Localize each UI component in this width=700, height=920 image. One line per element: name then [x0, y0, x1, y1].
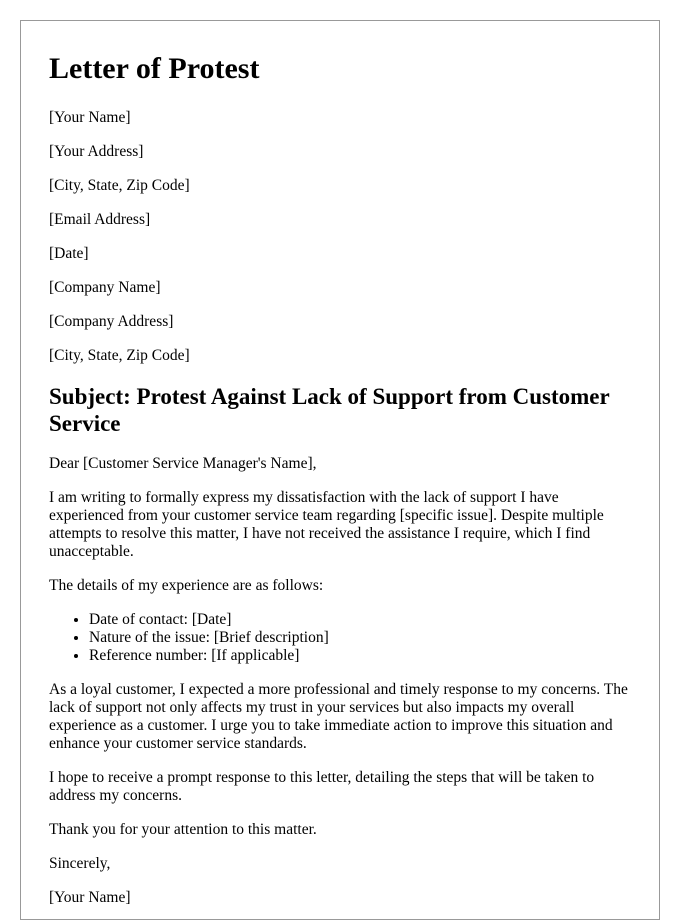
letter-page [20, 20, 660, 920]
sender-name: [Your Name] [49, 109, 131, 126]
signature-name: [Your Name] [49, 889, 131, 906]
letter-title: Letter of Protest [49, 52, 260, 85]
details-intro: The details of my experience are as follows: [49, 577, 324, 594]
detail-reference-number: • Reference number: [If applicable] [89, 647, 631, 665]
closing: Sincerely, [49, 855, 111, 872]
address-block [49, 109, 631, 365]
recipient-company-address: [Company Address] [49, 313, 174, 330]
detail-date-of-contact: • Date of contact: [Date] [89, 611, 631, 629]
body-paragraph-1: I am writing to formally express my dissatisfaction with the lack of support I have experienced from your customer service team regarding [specific issue]. Despite multiple attempts to resolve this matter, I have not received the assistance I require, which I find unacceptable. [49, 489, 604, 560]
letter-date: [Date] [49, 245, 89, 262]
detail-nature-of-issue: • Nature of the issue: [Brief description] [89, 629, 631, 647]
body-paragraph-3: I hope to receive a prompt response to this letter, detailing the steps that will be taken to address my concerns. [49, 769, 595, 804]
letter-subject: Subject: Protest Against Lack of Support from Customer Service [49, 384, 610, 436]
sender-city-state-zip: [City, State, Zip Code] [49, 177, 190, 194]
recipient-city-state-zip: [City, State, Zip Code] [49, 347, 190, 364]
letter-content [21, 21, 659, 907]
body-paragraph-2: As a loyal customer, I expected a more professional and timely response to my concerns. The lack of support not only affects my trust in your services but also impacts my overall experience as a customer. I urge you to take immediate action to improve this situation and enhance your customer service standards. [49, 681, 628, 752]
sender-email: [Email Address] [49, 211, 151, 228]
salutation: Dear [Customer Service Manager's Name], [49, 455, 317, 472]
sender-address: [Your Address] [49, 143, 144, 160]
details-list [49, 611, 631, 665]
thanks-line: Thank you for your attention to this matter. [49, 821, 317, 838]
recipient-company-name: [Company Name] [49, 279, 161, 296]
